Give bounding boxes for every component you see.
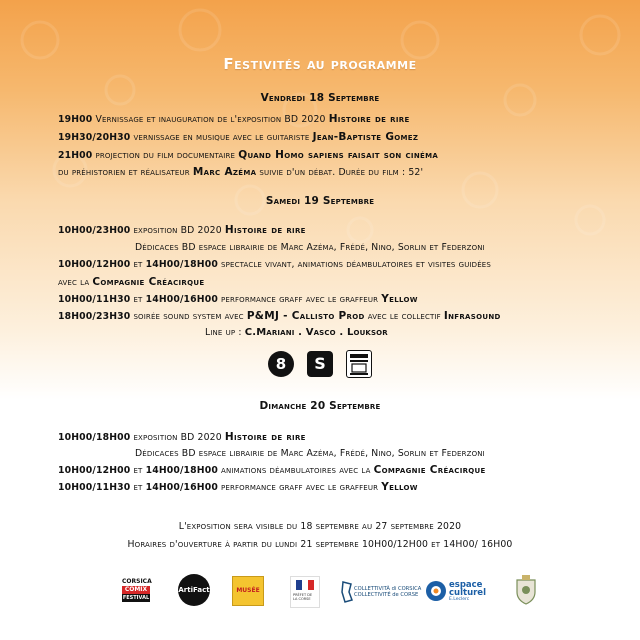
program-line [58,149,438,161]
page-title: Festivités au programme [223,55,417,73]
program-line [58,259,491,270]
program-line [135,242,485,253]
exhibition-dates: L'exposition sera visible du 18 septembre au 27 septembre 2020 [178,521,462,532]
artifact-logo: ArtiFact [178,574,210,606]
time: 19H00 [58,114,93,125]
time: 14H00/16H00 [145,482,218,493]
highlight: Yellow [381,481,418,493]
time: 10H00/23H00 [58,225,131,236]
espace-culturel-icon [425,580,447,602]
text: exposition BD 2020 [130,225,225,236]
time: 10H00/11H30 [58,294,131,305]
highlight: Compagnie Créacirque [373,464,486,476]
opening-hours: Horaires d'ouverture à partir du lundi 21 septembre 10H00/12H00 et 14H00/ 16H00 [127,539,513,550]
time: 21H00 [58,150,93,161]
highlight: Histoire de rire [224,431,306,443]
corsica-comix-logo: CORSICA COMIX FESTIVAL [122,578,152,601]
time: 10H00/11H30 [58,482,131,493]
text: performance graff avec le graffeur [217,482,382,493]
text: avec le collectif [364,311,444,322]
text: Vernissage et inauguration de l'exposition BD 2020 [92,114,329,125]
program-line [58,293,418,305]
text: et [130,465,146,476]
text: projection du film documentaire [92,150,239,161]
program-line [58,131,418,143]
background-pattern [0,0,640,260]
highlight: Yellow [381,293,418,305]
highlight: Marc Azéma [192,166,257,178]
text: et [130,259,146,270]
time: 14H00/18H00 [145,465,218,476]
city-crest-logo [513,574,539,606]
program-line [135,448,485,459]
text: avec la [58,277,93,288]
collective-badge-icon [346,350,372,378]
time: 10H00/12H00 [58,259,131,270]
prefet-logo: PRÉFET DE LA CORSE [290,576,320,608]
text: et [130,294,146,305]
crest-icon [513,574,539,606]
text: vernissage en musique avec le guitariste [130,132,313,143]
lineup-names: C.Mariani . Vasco . Louksor [244,327,388,338]
program-line [58,310,501,322]
collectivite-corse-logo: COLLETTIVITÀ di CORSICA COLLECTIVITÉ de CORSE [340,578,410,606]
program-line [58,113,410,125]
day-heading-sunday: Dimanche 20 Septembre [259,400,381,412]
infrasound-icon: S [307,351,333,377]
highlight: Histoire de rire [328,113,410,125]
time: 18H00/23H30 [58,311,131,322]
text: Line up : [205,327,245,338]
program-line [58,481,418,493]
text: du préhistorien et réalisateur [58,167,193,178]
text: Dédicaces BD espace librairie de Marc Azéma, Frédé, Nino, Sorlin et Federzoni [135,448,485,459]
highlight: Quand Homo sapiens faisait son cinéma [238,149,439,161]
text: spectacle vivant, animations déambulatoires et visites guidées [217,259,491,270]
program-line [58,224,306,236]
program-line [58,431,306,443]
text: exposition BD 2020 [130,432,225,443]
highlight: Infrasound [443,310,501,322]
highlight: Compagnie Créacirque [92,276,205,288]
text: suivie d'un débat. Durée du film : 52' [256,167,424,178]
highlight: Jean-Baptiste Gomez [312,131,419,143]
text: soirée sound system avec [130,311,247,322]
text: animations déambulatoires avec la [217,465,374,476]
highlight: Histoire de rire [224,224,306,236]
time: 10H00/18H00 [58,432,131,443]
program-line [58,276,204,288]
program-line-lineup [205,327,388,338]
highlight: P&MJ - Callisto Prod [246,310,365,322]
time: 10H00/12H00 [58,465,131,476]
text: et [130,482,146,493]
program-line [58,464,486,476]
text: performance graff avec le graffeur [217,294,382,305]
time: 14H00/16H00 [145,294,218,305]
musee-logo: MUSÉE [232,576,264,606]
french-flag-icon [296,580,314,590]
program-line [58,166,423,178]
callisto-icon: 8 [268,351,294,377]
espace-culturel-logo: espace culturel E.Leclerc [425,578,493,606]
day-heading-saturday: Samedi 19 Septembre [265,195,375,207]
day-heading-friday: Vendredi 18 Septembre [260,92,380,104]
time: 19H30/20H30 [58,132,131,143]
time: 14H00/18H00 [145,259,218,270]
corse-shape-icon [340,580,354,604]
text: Dédicaces BD espace librairie de Marc Azéma, Frédé, Nino, Sorlin et Federzoni [135,242,485,253]
